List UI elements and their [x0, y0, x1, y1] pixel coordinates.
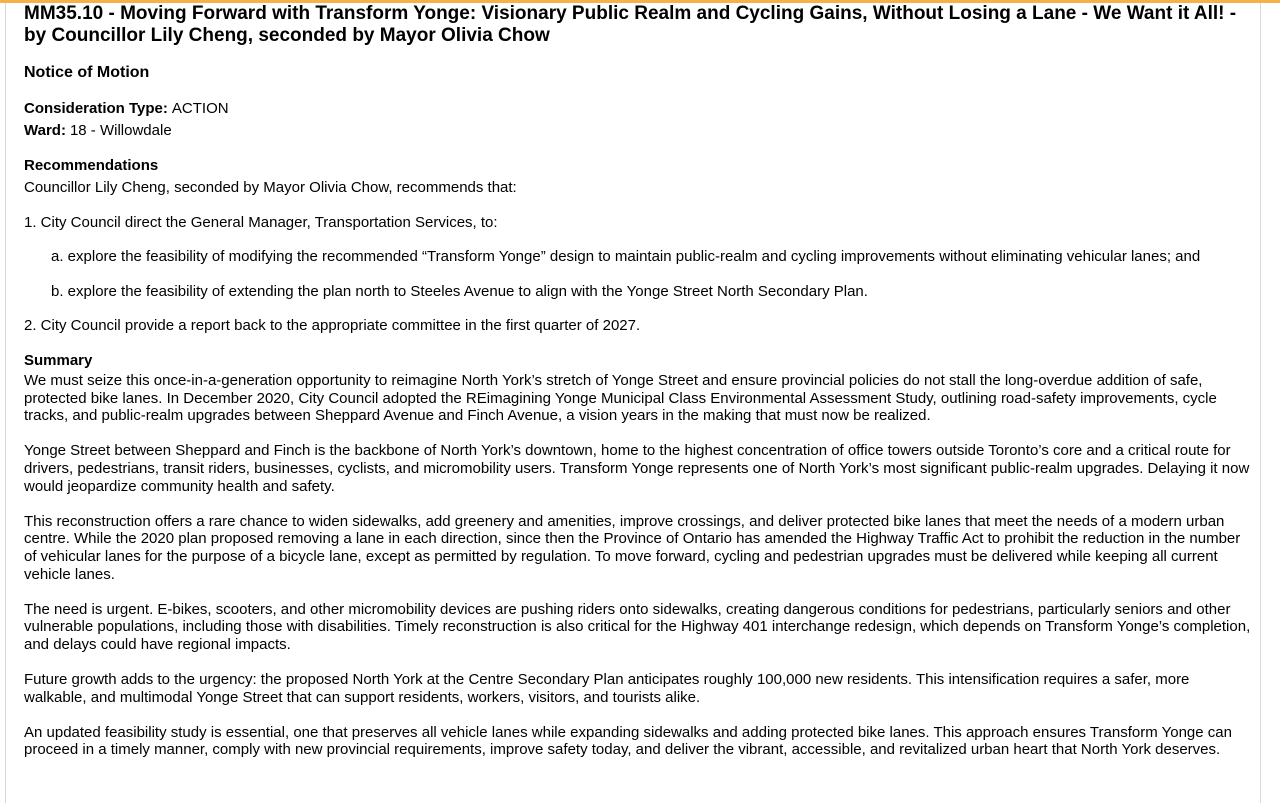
summary-heading: Summary: [24, 351, 93, 369]
summary-paragraph: The need is urgent. E-bikes, scooters, and other micromobility devices are pushing riders onto sidewalks, creating dangerous conditions for pedestrians, particularly seniors and other vulnerable populations, including those with disabilities. Timely reconstruction is also critical for the Highway 401 interchange redesign, which depends on Transform Yonge’s completion, and delays could have regional impacts.: [24, 600, 1251, 653]
agenda-item-document: [24, 3, 1254, 759]
recommendation-item-1: 1. City Council direct the General Manager, Transportation Services, to:: [24, 213, 498, 231]
recommendation-item-2: 2. City Council provide a report back to the appropriate committee in the first quarter of 2027.: [24, 317, 641, 335]
consideration-type-value: ACTION: [171, 100, 229, 117]
ward-value: 18 - Willowdale: [69, 122, 172, 139]
consideration-type-row: [24, 98, 1254, 120]
ward-label: Ward:: [24, 122, 66, 139]
summary-paragraph: Yonge Street between Sheppard and Finch is the backbone of North York’s downtown, home to the highest concentration of office towers outside Toronto’s core and a critical route for drivers, pedestrians, transit riders, businesses, cyclists, and micromobility users. Transform Yonge represents one of North York’s most significant public-realm upgrades. Delaying it now would jeopardize community health and safety.: [24, 442, 1250, 495]
ward-row: [24, 120, 1254, 142]
consideration-type-label: Consideration Type:: [24, 100, 168, 117]
summary-paragraph: Future growth adds to the urgency: the proposed North York at the Centre Secondary Plan anticipates roughly 100,000 new residents. This intensification requires a safer, more walkable, and multimodal Yonge Street that can support residents, workers, visitors, and tourists alike.: [24, 671, 1190, 706]
summary-paragraph: An updated feasibility study is essential, one that preserves all vehicle lanes while expanding sidewalks and adding protected bike lanes. This approach ensures Transform Yonge can proceed in a timely manner, comply with new provincial requirements, improve safety today, and deliver the vibrant, accessible, and revitalized urban heart that North York deserves.: [24, 723, 1232, 759]
recommendation-item-1b: b. explore the feasibility of extending the plan north to Steeles Avenue to align with the Yonge Street North Secondary Plan.: [51, 282, 868, 300]
recommendation-item-1a: a. explore the feasibility of modifying the recommended “Transform Yonge” design to maintain public-realm and cycling improvements without eliminating vehicular lanes; and: [51, 248, 1201, 266]
summary-paragraph: We must seize this once-in-a-generation opportunity to reimagine North York’s stretch of Yonge Street and ensure provincial policies do not stall the long-overdue addition of safe, protected bike lanes. In December 2020, City Council adopted the REimagining Yonge Municipal Class Environmental Assessment Study, outlining road-safety improvements, cycle tracks, and public-realm upgrades between Sheppard Avenue and Finch Avenue, a vision years in the making that must now be realized.: [24, 371, 1217, 425]
recommendations-heading: Recommendations: [24, 157, 159, 174]
item-title: MM35.10 - Moving Forward with Transform Yonge: Visionary Public Realm and Cycling Gains, Without Losing a Lane - We Want it All! - by Councillor Lily Cheng, seconded by Mayor Olivia Chow: [24, 3, 1237, 46]
recommendations-intro: Councillor Lily Cheng, seconded by Mayor Olivia Chow, recommends that:: [24, 179, 517, 196]
item-meta: [24, 98, 1254, 142]
summary-paragraph: This reconstruction offers a rare chance to widen sidewalks, add greenery and amenities, improve crossings, and deliver protected bike lanes that meet the needs of a modern urban centre. While the 2020 plan proposed removing a lane in each direction, since then the Province of Ontario has amended the Highway Traffic Act to prohibit the reduction in the number of vehicular lanes for the purpose of a bicycle lane, except as permitted by regulation. To move forward, cycling and pedestrian upgrades must be delivered while keeping all current vehicle lanes.: [24, 512, 1241, 583]
item-type: Notice of Motion: [24, 64, 150, 81]
